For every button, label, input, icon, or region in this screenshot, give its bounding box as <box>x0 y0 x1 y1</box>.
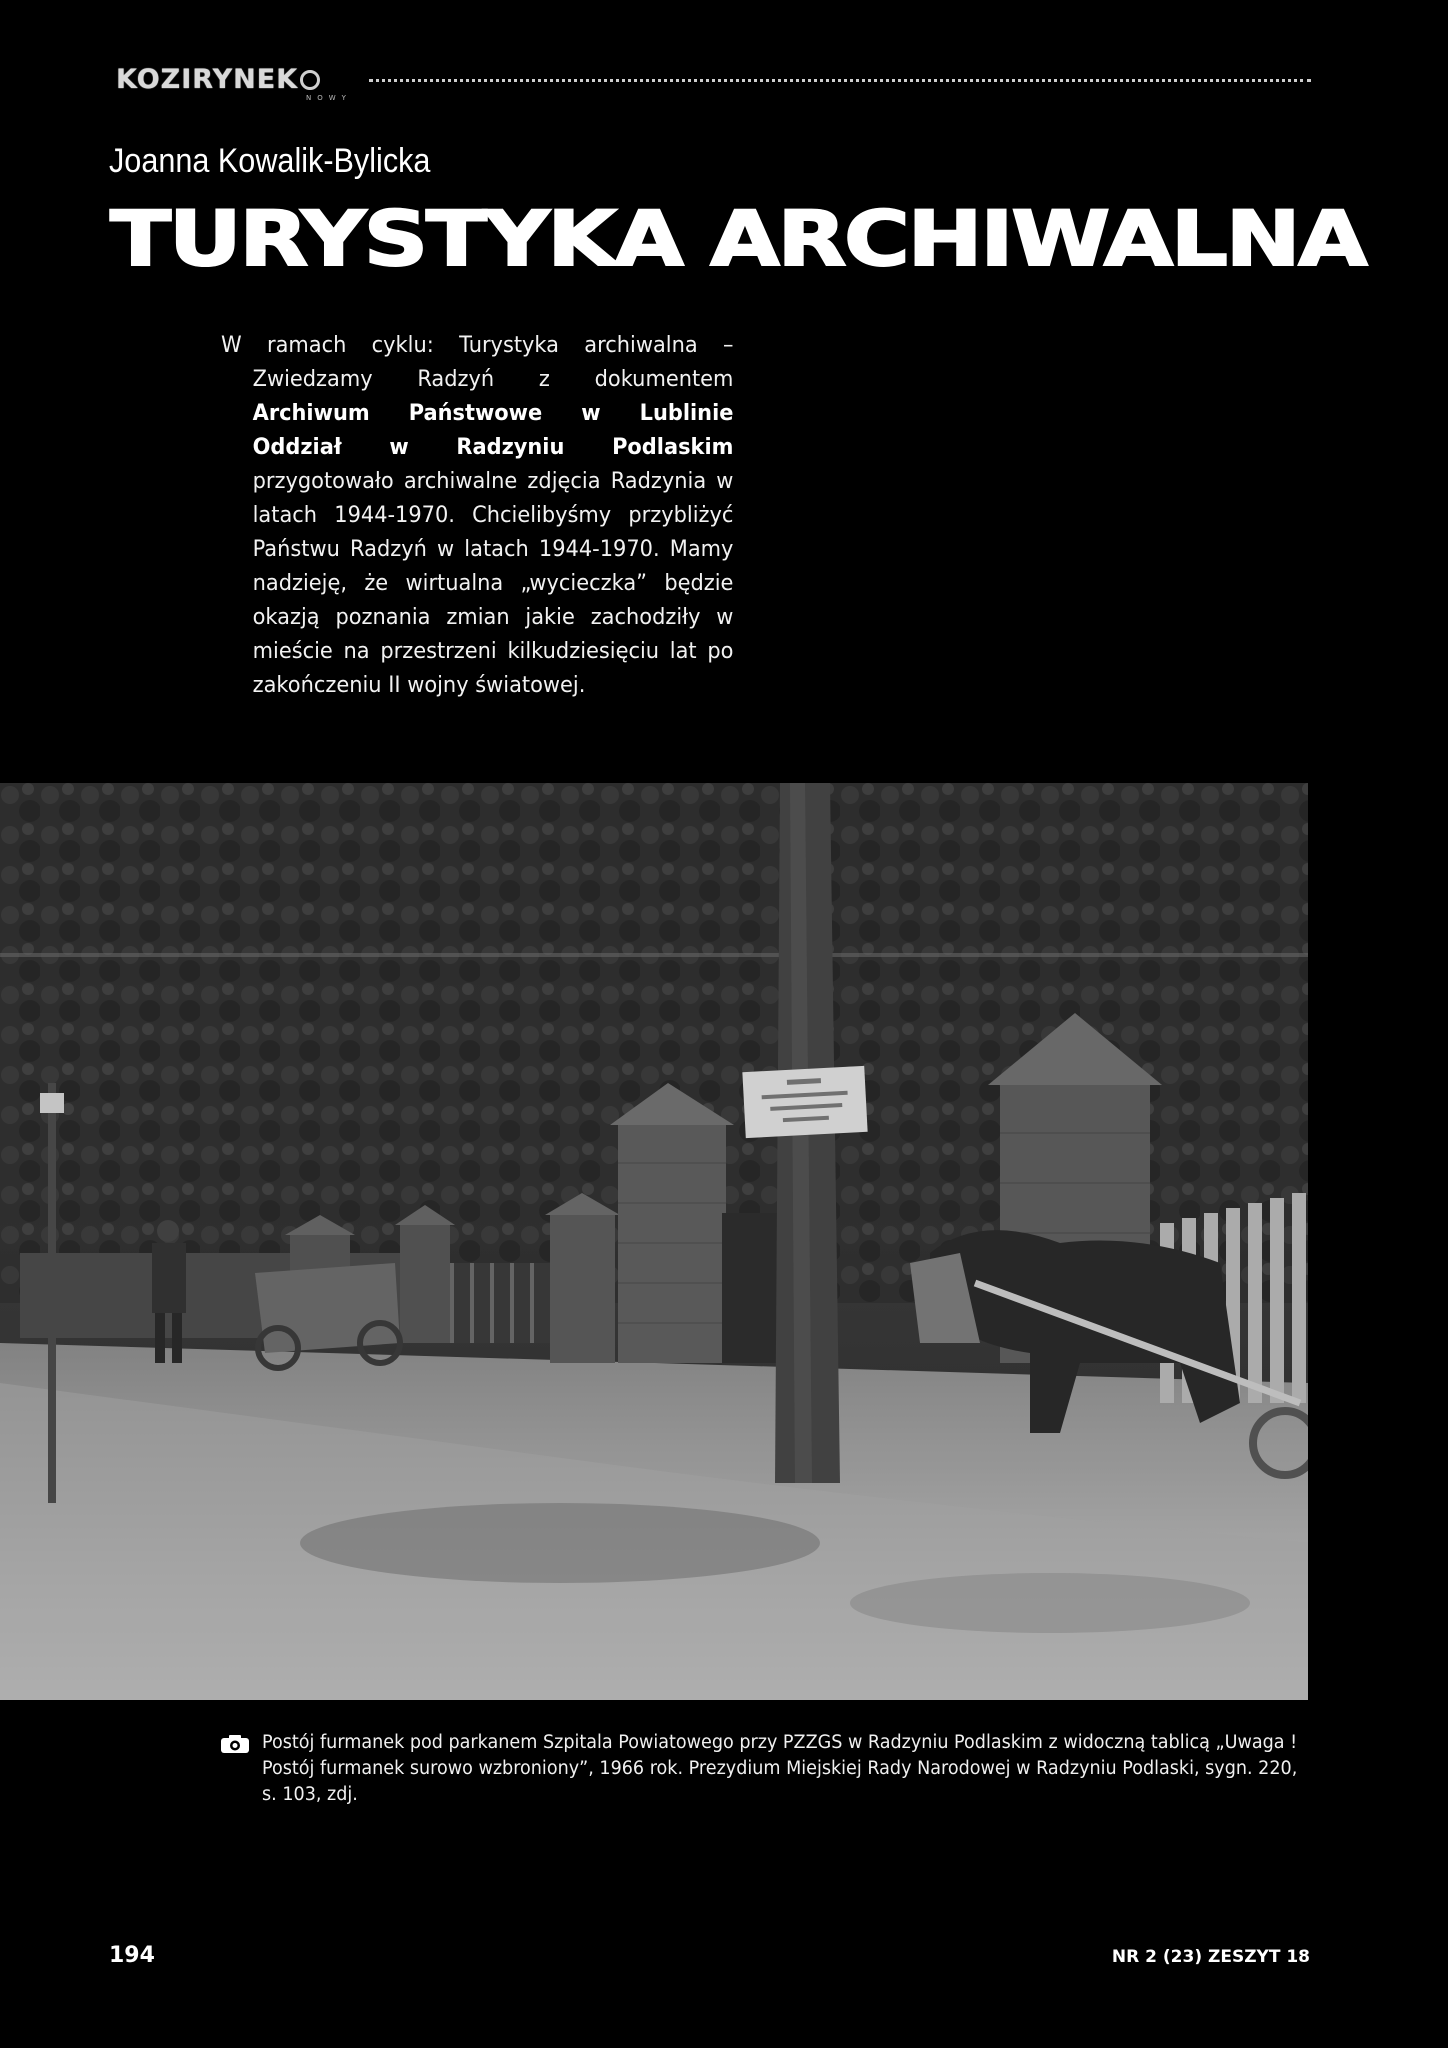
masthead <box>116 64 1311 104</box>
article-intro <box>221 328 733 702</box>
publication-logo <box>116 64 320 95</box>
logo-subtext: NOWY <box>306 94 352 102</box>
logo-emblem-icon <box>300 70 320 90</box>
page-number: 194 <box>109 1943 155 1968</box>
archival-photo <box>0 783 1308 1700</box>
logo-text: KOZIRYNEK <box>116 64 299 95</box>
intro-text-bold: Archiwum Państwowe w Lublinie Oddział w Radzyniu Podlaskim <box>252 400 734 460</box>
archival-photo-drawing <box>0 783 1308 1700</box>
intro-text-1: W ramach cyklu: Turystyka archiwalna – Zwiedzamy Radzyń z dokumentem <box>221 332 734 392</box>
photo-caption <box>220 1730 1310 1808</box>
intro-text-2: przygotowało archiwalne zdjęcia Radzynia w latach 1944-1970. Chcielibyśmy przybliżyć Państwu Radzyń w latach 1944-1970. Mamy nadzieję, że wirtualna „wycieczka” będzie okazją poznania zmian jakie zachodziły w mieście na przestrzeni kilkudziesięciu lat po zakończeniu II wojny światowej. <box>252 468 734 698</box>
camera-icon <box>220 1734 250 1754</box>
header-dotted-rule <box>369 79 1311 82</box>
article-title: TURYSTYKA ARCHIWALNA <box>110 194 1366 283</box>
article-author: Joanna Kowalik-Bylicka <box>109 142 431 180</box>
issue-label: NR 2 (23) ZESZYT 18 <box>1111 1947 1310 1967</box>
caption-text: Postój furmanek pod parkanem Szpitala Powiatowego przy PZZGS w Radzyniu Podlaskim z widoczną tablicą „Uwaga ! Postój furmanek surowo wzbroniony”, 1966 rok. Prezydium Miejskiej Rady Narodowej w Radzyniu Podlaski, sygn. 220, s. 103, zdj. <box>262 1732 1298 1805</box>
